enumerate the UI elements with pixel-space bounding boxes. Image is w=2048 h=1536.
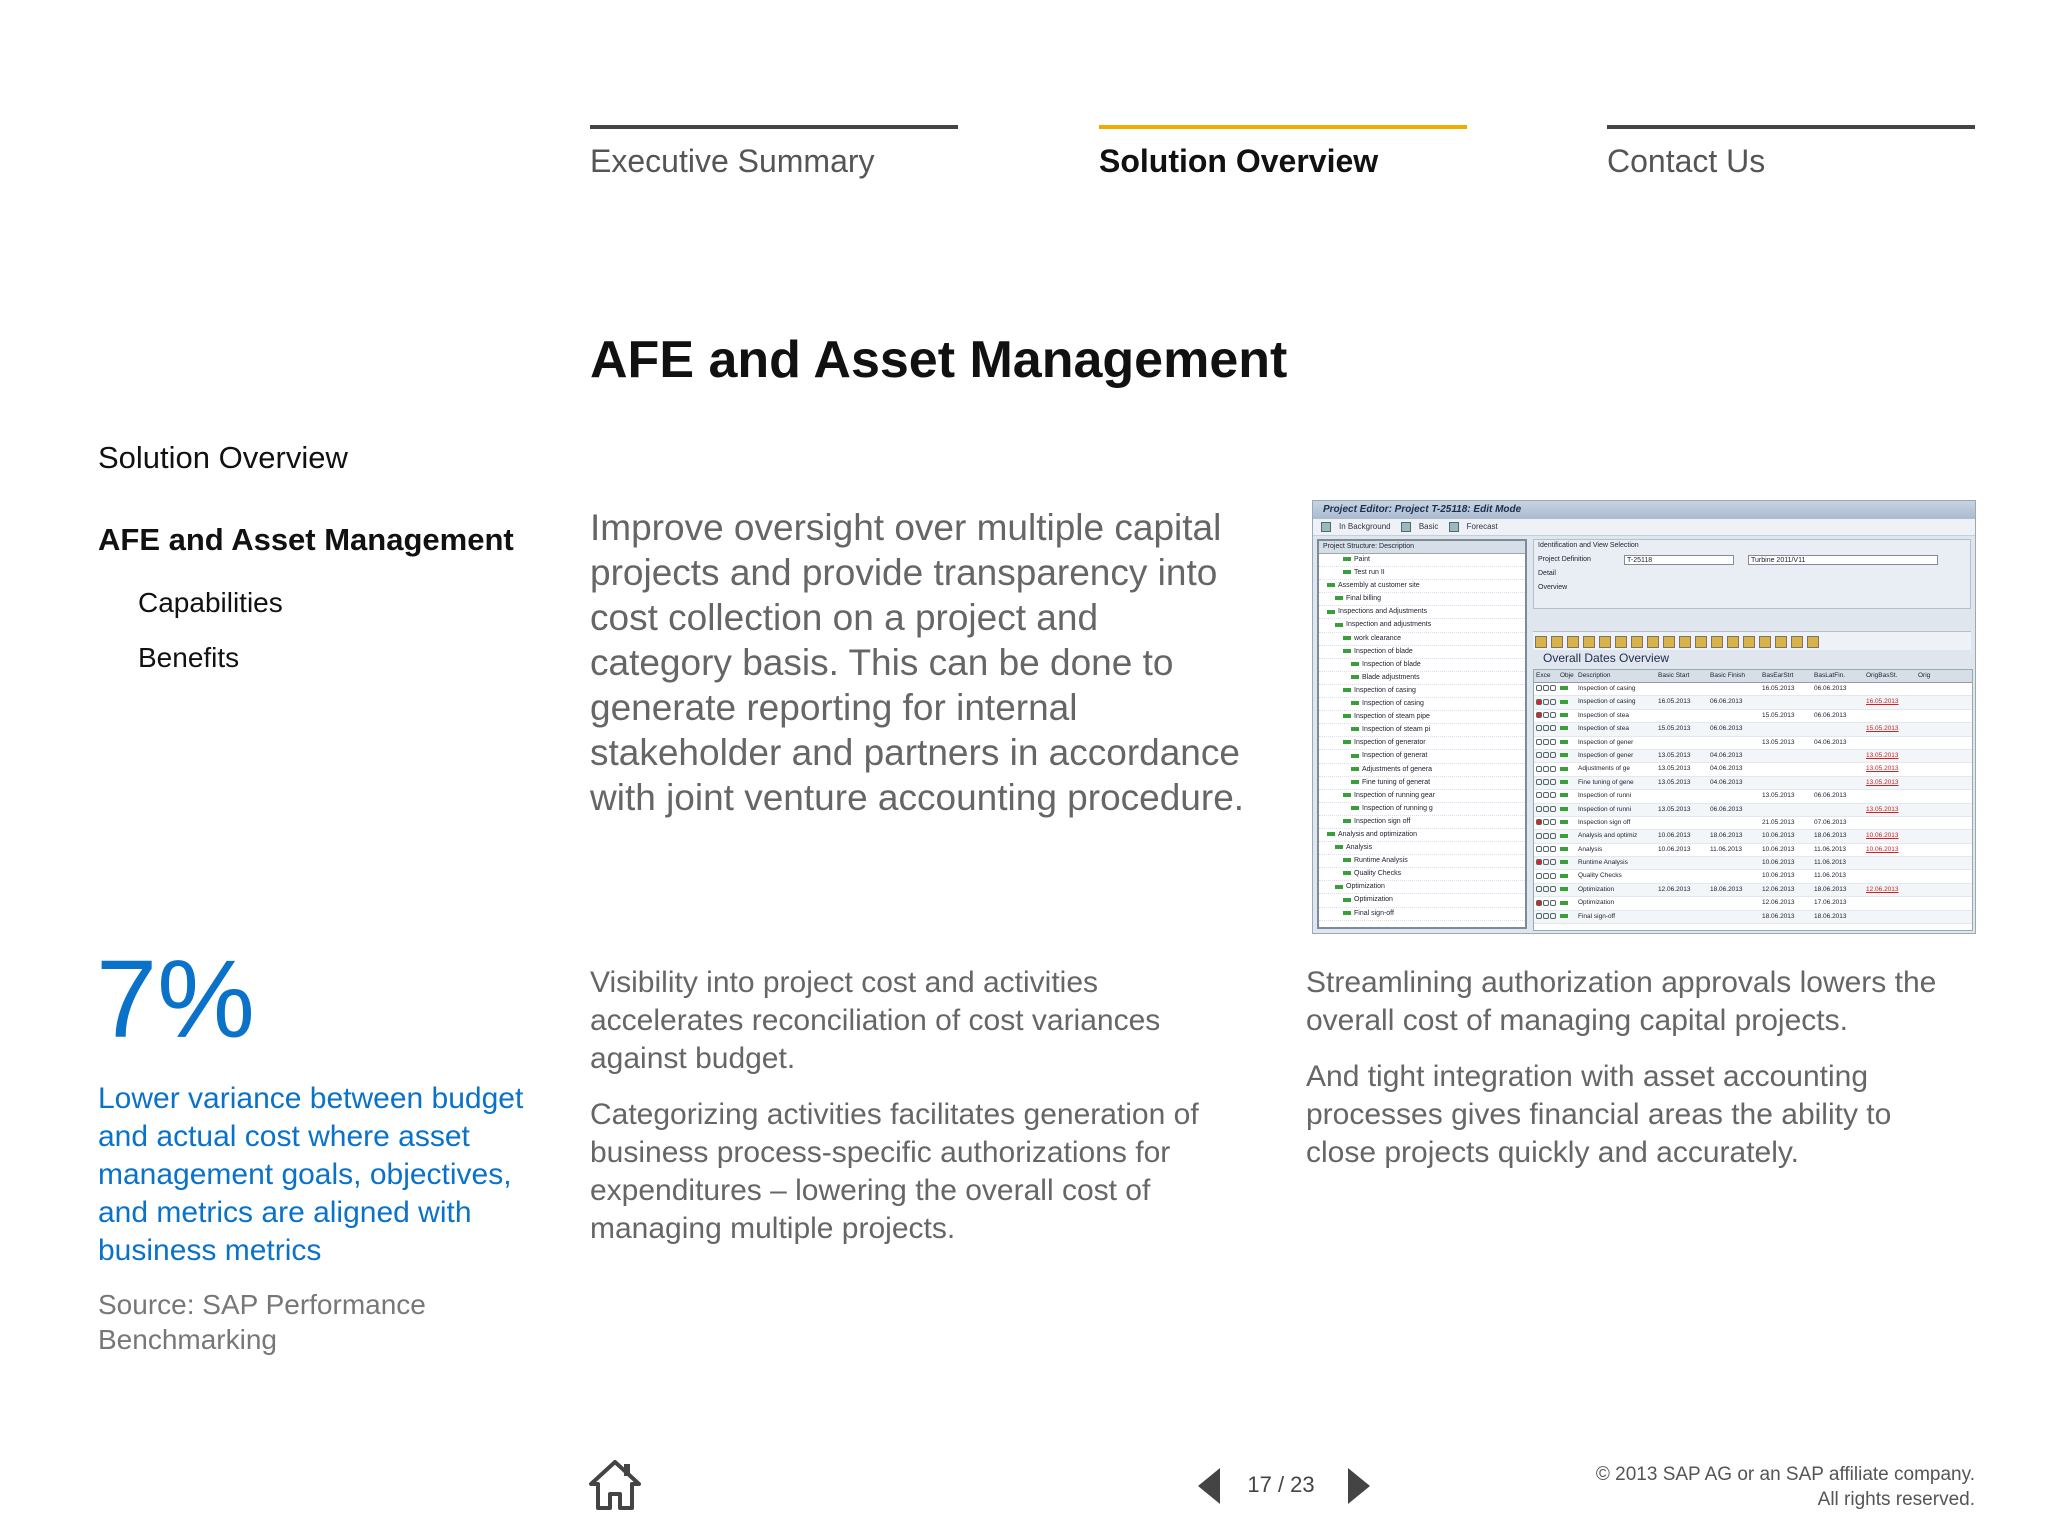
sap-project-def-input: T-25118 xyxy=(1624,555,1734,565)
sap-project-desc-input: Turbine 2011/V11 xyxy=(1748,555,1938,565)
sap-grid-row xyxy=(1534,857,1972,870)
sap-grid-column-header: Orig xyxy=(1918,672,1931,679)
sap-tree-row xyxy=(1319,567,1525,580)
wbs-element-icon xyxy=(1327,583,1335,587)
sap-tree-row xyxy=(1319,803,1525,816)
sap-tree-row xyxy=(1319,894,1525,907)
wbs-element-icon xyxy=(1343,557,1351,561)
sap-tree-row-label: Inspection of casing xyxy=(1362,700,1424,708)
sap-tree-row-label: Inspection and adjustments xyxy=(1346,621,1432,629)
status-lamp-icon xyxy=(1534,911,1560,923)
sap-grid-cell: 11.06.2013 xyxy=(1710,845,1743,853)
status-lamp-icon xyxy=(1534,844,1560,856)
sap-tree-row-label: Inspection of blade xyxy=(1354,647,1413,655)
object-type-icon xyxy=(1560,710,1578,722)
sap-grid-cell: Inspection of stea xyxy=(1578,725,1629,733)
wbs-element-icon xyxy=(1343,819,1351,823)
sap-grid-rows xyxy=(1534,683,1972,924)
sap-grid-cell: Analysis xyxy=(1578,845,1603,853)
sap-grid-row xyxy=(1534,696,1972,709)
nav-item-benefits[interactable]: Benefits xyxy=(138,642,240,673)
sap-grid-cell: 18.06.2013 xyxy=(1710,832,1743,840)
status-lamp-icon xyxy=(1534,830,1560,842)
sap-project-editor-screenshot xyxy=(1312,500,1976,934)
sap-grid-cell: Optimization xyxy=(1578,899,1615,907)
nav-section-link[interactable]: Solution Overview xyxy=(98,440,348,475)
sap-grid-cell: 15.05.2013 xyxy=(1762,711,1795,719)
sap-grid-cell: 10.06.2013 xyxy=(1658,832,1691,840)
sap-tree-row-label: Analysis and optimization xyxy=(1338,830,1417,838)
sap-tree-row xyxy=(1319,580,1525,593)
sap-tree-row-label: Fine tuning of generat xyxy=(1362,778,1431,786)
sap-grid-cell: 11.06.2013 xyxy=(1814,845,1847,853)
sap-tree-row-label: Final sign-off xyxy=(1354,909,1394,917)
sap-grid-cell: Inspection of gener xyxy=(1578,738,1634,746)
sap-grid-cell: Final sign-off xyxy=(1578,912,1616,920)
sap-tree-row xyxy=(1319,659,1525,672)
sap-grid-cell: 18.06.2013 xyxy=(1814,832,1847,840)
benefit-paragraph: Visibility into project cost and activities accelerates reconciliation of cost variances against budget. xyxy=(590,966,1161,1075)
sap-grid-row xyxy=(1534,844,1972,857)
benefits-column-middle xyxy=(590,964,1230,1266)
sap-grid-cell: 10.06.2013 xyxy=(1762,845,1795,853)
benefit-paragraph: Streamlining authorization approvals lowers the overall cost of managing capital projects. xyxy=(1306,966,1937,1037)
object-type-icon xyxy=(1560,737,1578,749)
sap-tree-row-label: Analysis xyxy=(1346,844,1373,852)
sap-tree-row-label: work clearance xyxy=(1354,634,1402,642)
sap-grid-cell: 13.05.2013 xyxy=(1762,792,1795,800)
sap-tree-row-label: Inspection of steam pipe xyxy=(1354,713,1430,721)
wbs-element-icon xyxy=(1343,740,1351,744)
sap-toolbar-item: Forecast xyxy=(1466,522,1498,531)
sap-right-pane xyxy=(1533,539,1971,929)
sap-grid-cell: 18.06.2013 xyxy=(1762,912,1795,920)
sap-tree-row xyxy=(1319,816,1525,829)
sap-tree-row xyxy=(1319,724,1525,737)
sap-project-def-label: Project Definition xyxy=(1538,556,1591,563)
sap-tree-row xyxy=(1319,764,1525,777)
sap-grid-cell: Inspection of casing xyxy=(1578,698,1636,706)
sap-grid-cell: Inspection of runni xyxy=(1578,805,1632,813)
object-type-icon xyxy=(1560,763,1578,775)
nav-item-capabilities[interactable]: Capabilities xyxy=(138,587,283,618)
sap-tree-row xyxy=(1319,868,1525,881)
wbs-element-icon xyxy=(1343,636,1351,640)
sap-grid-cell: 06.06.2013 xyxy=(1710,725,1743,733)
sap-grid-column-header: Obje xyxy=(1560,672,1574,679)
wbs-element-icon xyxy=(1351,675,1359,679)
wbs-element-icon xyxy=(1351,767,1359,771)
sap-grid-cell: 12.06.2013 xyxy=(1658,885,1691,893)
sap-grid-row xyxy=(1534,884,1972,897)
sap-tree-header: Project Structure: Description xyxy=(1319,541,1525,554)
copyright xyxy=(1495,1462,1975,1512)
copyright-line: All rights reserved. xyxy=(1817,1489,1975,1510)
status-lamp-icon xyxy=(1534,804,1560,816)
sap-tree-row xyxy=(1319,554,1525,567)
sap-grid-cell: Runtime Analysis xyxy=(1578,859,1628,867)
sap-grid-title: Overall Dates Overview xyxy=(1543,651,1670,665)
sap-tree-row-label: Inspection of running g xyxy=(1362,804,1433,812)
object-type-icon xyxy=(1560,723,1578,735)
sap-tree-row xyxy=(1319,646,1525,659)
sap-grid-cell: 18.06.2013 xyxy=(1710,885,1743,893)
sap-grid-cell: 06.06.2013 xyxy=(1814,685,1847,692)
sap-grid-cell: 13.05.2013 xyxy=(1866,778,1899,786)
sap-grid-row xyxy=(1534,790,1972,803)
sap-grid-cell: 12.06.2013 xyxy=(1762,885,1795,893)
wbs-element-icon xyxy=(1335,623,1343,627)
sap-tree-row xyxy=(1319,593,1525,606)
sap-grid-row xyxy=(1534,710,1972,723)
sap-tree-row-label: Inspection of casing xyxy=(1354,686,1416,694)
benefit-paragraph: Categorizing activities facilitates generation of business process-specific authorizations for expenditures – lowering the overall cost of managing multiple projects. xyxy=(590,1098,1199,1245)
sap-grid-cell: Fine tuning of gene xyxy=(1578,778,1634,786)
wbs-element-icon xyxy=(1351,780,1359,784)
object-type-icon xyxy=(1560,750,1578,762)
status-lamp-icon xyxy=(1534,777,1560,789)
object-type-icon xyxy=(1560,696,1578,708)
status-lamp-icon xyxy=(1534,790,1560,802)
object-type-icon xyxy=(1560,911,1578,923)
next-page-icon[interactable] xyxy=(1348,1468,1370,1504)
sap-grid-cell: 12.06.2013 xyxy=(1762,899,1795,907)
status-lamp-icon xyxy=(1534,710,1560,722)
sap-grid-cell: 13.05.2013 xyxy=(1658,778,1691,786)
sap-tree-row xyxy=(1319,619,1525,632)
sap-grid-cell: Inspection sign off xyxy=(1578,818,1631,826)
sap-tree-row-label: Optimization xyxy=(1346,883,1385,891)
sap-grid-cell: 13.05.2013 xyxy=(1658,751,1691,759)
wbs-element-icon xyxy=(1343,649,1351,653)
sap-grid-row xyxy=(1534,763,1972,776)
sap-grid-cell: Analysis and optimiz xyxy=(1578,832,1638,840)
sap-grid-cell: Inspection of gener xyxy=(1578,751,1634,759)
sap-tree-row-label: Assembly at customer site xyxy=(1338,582,1420,590)
sap-grid-cell: 10.06.2013 xyxy=(1762,832,1795,840)
sap-tree-row xyxy=(1319,829,1525,842)
sap-grid-cell: 16.05.2013 xyxy=(1762,685,1795,692)
sap-grid-cell: 06.06.2013 xyxy=(1710,698,1743,706)
sap-identification-panel xyxy=(1533,539,1971,609)
sap-tree-row xyxy=(1319,855,1525,868)
wbs-element-icon xyxy=(1343,793,1351,797)
benefit-paragraph: And tight integration with asset accounting processes gives financial areas the ability to close projects quickly and accurately. xyxy=(1306,1060,1892,1169)
sap-grid-cell: 13.05.2013 xyxy=(1866,765,1899,773)
sap-grid-header xyxy=(1534,670,1972,683)
sap-tree-row-label: Inspections and Adjustments xyxy=(1338,608,1428,616)
sap-tree-row-label: Paint xyxy=(1354,556,1370,563)
stat-description: Lower variance between budget and actual cost where asset management goals, objectives, and metrics are aligned with business metrics xyxy=(98,1082,524,1267)
sap-dates-grid xyxy=(1533,669,1973,931)
object-type-icon xyxy=(1560,804,1578,816)
sap-title: Project Editor: Project T-25118: Edit Mode xyxy=(1313,501,1975,519)
sap-grid-row xyxy=(1534,750,1972,763)
sap-tree-row-label: Blade adjustments xyxy=(1362,673,1420,681)
benefits-column-right xyxy=(1306,964,1966,1190)
sap-tree-row xyxy=(1319,711,1525,724)
wbs-element-icon xyxy=(1335,885,1343,889)
status-lamp-icon xyxy=(1534,737,1560,749)
sap-tree-row xyxy=(1319,750,1525,763)
sap-grid-cell: 15.05.2013 xyxy=(1866,725,1899,733)
object-type-icon xyxy=(1560,884,1578,896)
copyright-line: © 2013 SAP AG or an SAP affiliate company. xyxy=(1595,1464,1975,1485)
object-type-icon xyxy=(1560,897,1578,909)
sap-grid-row xyxy=(1534,683,1972,696)
wbs-element-icon xyxy=(1351,727,1359,731)
tab-solution-overview[interactable]: Solution Overview xyxy=(1099,125,1467,180)
object-type-icon xyxy=(1560,844,1578,856)
sap-grid-cell: 13.05.2013 xyxy=(1658,805,1691,813)
status-lamp-icon xyxy=(1534,763,1560,775)
sap-tree-row-label: Inspection of running gear xyxy=(1354,791,1435,799)
page-title: AFE and Asset Management xyxy=(590,331,1288,389)
page-number: 17 / 23 xyxy=(1247,1472,1315,1497)
object-type-icon xyxy=(1560,683,1578,695)
sap-grid-cell: 18.06.2013 xyxy=(1814,912,1847,920)
sap-grid-cell: 17.06.2013 xyxy=(1814,899,1847,907)
sap-grid-cell: 06.06.2013 xyxy=(1814,711,1847,719)
sap-tree-row-label: Test run II xyxy=(1354,569,1385,577)
previous-page-icon[interactable] xyxy=(1198,1468,1220,1504)
sap-tree-row-label: Optimization xyxy=(1354,896,1393,904)
status-lamp-icon xyxy=(1534,750,1560,762)
sap-tree-row xyxy=(1319,633,1525,646)
sap-grid-cell: 10.06.2013 xyxy=(1762,872,1795,880)
sap-grid-cell: 06.06.2013 xyxy=(1814,792,1847,800)
sap-toolbar-item: Basic xyxy=(1418,522,1439,531)
wbs-element-icon xyxy=(1335,845,1343,849)
wbs-element-icon xyxy=(1343,911,1351,915)
sap-grid-cell: 04.06.2013 xyxy=(1814,738,1847,746)
wbs-element-icon xyxy=(1343,688,1351,692)
sap-grid-cell: 10.06.2013 xyxy=(1658,845,1691,853)
tab-executive-summary[interactable]: Executive Summary xyxy=(590,125,958,180)
object-type-icon xyxy=(1560,830,1578,842)
sap-tree-row-label: Final billing xyxy=(1346,595,1382,603)
wbs-element-icon xyxy=(1343,714,1351,718)
sap-grid-column-header: Description xyxy=(1578,672,1611,679)
wbs-element-icon xyxy=(1351,754,1359,758)
sap-grid-cell: Optimization xyxy=(1578,885,1615,893)
sap-grid-cell: Inspection of casing xyxy=(1578,685,1636,692)
sap-tree-row xyxy=(1319,698,1525,711)
sap-grid-cell: 04.06.2013 xyxy=(1710,778,1743,786)
sap-grid-cell: 12.06.2013 xyxy=(1866,885,1899,893)
home-icon[interactable] xyxy=(588,1458,642,1512)
sap-grid-row xyxy=(1534,804,1972,817)
nav-current-item[interactable]: AFE and Asset Management xyxy=(98,522,514,557)
wbs-element-icon xyxy=(1343,570,1351,574)
sap-grid-cell: 10.06.2013 xyxy=(1866,845,1899,853)
status-lamp-icon xyxy=(1534,884,1560,896)
sap-grid-cell: 10.06.2013 xyxy=(1866,832,1899,840)
sap-grid-cell: 13.05.2013 xyxy=(1762,738,1795,746)
forecast-icon xyxy=(1449,522,1459,532)
sap-tree-row xyxy=(1319,737,1525,750)
sap-grid-cell: Adjustments of ge xyxy=(1578,765,1631,773)
sap-grid-column-header: BasEarStrt xyxy=(1762,672,1794,679)
sap-tree-rows xyxy=(1319,554,1525,921)
sap-tree-row-label: Inspection of generator xyxy=(1354,739,1426,747)
tab-contact-us[interactable]: Contact Us xyxy=(1607,125,1975,180)
sap-grid-toolbar xyxy=(1533,631,1971,650)
sap-tree-row xyxy=(1319,790,1525,803)
status-lamp-icon xyxy=(1534,683,1560,695)
sap-tree-row xyxy=(1319,672,1525,685)
sap-grid-row xyxy=(1534,911,1972,924)
basic-icon xyxy=(1401,522,1411,532)
sap-tree-row-label: Adjustments of genera xyxy=(1362,765,1433,773)
sap-grid-cell: Quality Checks xyxy=(1578,872,1622,880)
sap-grid-cell: 16.05.2013 xyxy=(1658,698,1691,706)
status-lamp-icon xyxy=(1534,857,1560,869)
sap-grid-column-header: Basic Start xyxy=(1658,672,1690,679)
object-type-icon xyxy=(1560,870,1578,882)
sap-grid-cell: 06.06.2013 xyxy=(1710,805,1743,813)
sap-tree-row-label: Quality Checks xyxy=(1354,870,1402,878)
sap-tree-row-label: Inspection sign off xyxy=(1354,817,1411,825)
object-type-icon xyxy=(1560,777,1578,789)
intro-paragraph: Improve oversight over multiple capital projects and provide transparency into cost collection on a project and category basis. This can be done to generate reporting for internal stakeholder and partners in accordance with joint venture accounting procedure. xyxy=(590,507,1245,818)
sap-tree-row xyxy=(1319,881,1525,894)
sap-ident-title: Identification and View Selection xyxy=(1538,542,1639,549)
sap-grid-row xyxy=(1534,777,1972,790)
sap-grid-cell: 04.06.2013 xyxy=(1710,751,1743,759)
sap-toolbar xyxy=(1313,519,1975,536)
sap-project-tree xyxy=(1317,539,1527,929)
stat-source: Source: SAP Performance Benchmarking xyxy=(98,1289,426,1355)
sap-grid-cell: Inspection of runni xyxy=(1578,792,1632,800)
stat-value: 7% xyxy=(96,938,255,1061)
wbs-element-icon xyxy=(1343,898,1351,902)
wbs-element-icon xyxy=(1351,662,1359,666)
sap-grid-column-header: BasLatFin. xyxy=(1814,672,1846,679)
sap-grid-cell: 13.05.2013 xyxy=(1866,751,1899,759)
sap-grid-row xyxy=(1534,830,1972,843)
status-lamp-icon xyxy=(1534,696,1560,708)
sap-grid-row xyxy=(1534,817,1972,830)
sap-grid-row xyxy=(1534,737,1972,750)
wbs-element-icon xyxy=(1327,832,1335,836)
sap-tree-row xyxy=(1319,777,1525,790)
sap-tree-row-label: Inspection of blade xyxy=(1362,660,1421,668)
status-lamp-icon xyxy=(1534,817,1560,829)
sap-grid-cell: Inspection of stea xyxy=(1578,711,1629,719)
sap-grid-row xyxy=(1534,897,1972,910)
status-lamp-icon xyxy=(1534,897,1560,909)
object-type-icon xyxy=(1560,857,1578,869)
sap-tree-row xyxy=(1319,908,1525,921)
wbs-element-icon xyxy=(1327,610,1335,614)
sap-grid-column-header: Exce xyxy=(1536,672,1551,679)
wbs-element-icon xyxy=(1343,858,1351,862)
sap-overview-label: Overview xyxy=(1538,584,1568,591)
object-type-icon xyxy=(1560,790,1578,802)
sap-grid-cell: 18.06.2013 xyxy=(1814,885,1847,893)
background-icon xyxy=(1321,522,1331,532)
sap-grid-cell: 13.05.2013 xyxy=(1658,765,1691,773)
sap-grid-cell: 15.05.2013 xyxy=(1658,725,1691,733)
sap-grid-column-header: Basic Finish xyxy=(1710,672,1746,679)
sap-toolbar-item: In Background xyxy=(1339,522,1391,531)
sap-grid-cell: 16.05.2013 xyxy=(1866,698,1899,706)
sap-grid-row xyxy=(1534,870,1972,883)
sap-grid-cell: 10.06.2013 xyxy=(1762,859,1795,867)
sap-grid-row xyxy=(1534,723,1972,736)
sap-grid-column-header: OrigBasSt. xyxy=(1866,672,1898,679)
wbs-element-icon xyxy=(1351,701,1359,705)
sap-tree-row xyxy=(1319,685,1525,698)
status-lamp-icon xyxy=(1534,870,1560,882)
status-lamp-icon xyxy=(1534,723,1560,735)
sap-grid-cell: 13.05.2013 xyxy=(1866,805,1899,813)
wbs-element-icon xyxy=(1335,596,1343,600)
wbs-element-icon xyxy=(1351,806,1359,810)
sap-grid-cell: 11.06.2013 xyxy=(1814,872,1847,880)
sap-tree-row xyxy=(1319,606,1525,619)
sap-grid-cell: 04.06.2013 xyxy=(1710,765,1743,773)
sap-tree-row xyxy=(1319,842,1525,855)
object-type-icon xyxy=(1560,817,1578,829)
sap-grid-cell: 11.06.2013 xyxy=(1814,859,1847,867)
sap-grid-cell: 07.06.2013 xyxy=(1814,818,1847,826)
sap-detail-label: Detail xyxy=(1538,570,1556,577)
wbs-element-icon xyxy=(1343,871,1351,875)
sap-tree-row-label: Inspection of generat xyxy=(1362,752,1428,760)
sap-grid-cell: 21.05.2013 xyxy=(1762,818,1795,826)
sap-tree-row-label: Inspection of steam pi xyxy=(1362,726,1431,734)
sap-tree-row-label: Runtime Analysis xyxy=(1354,857,1408,865)
